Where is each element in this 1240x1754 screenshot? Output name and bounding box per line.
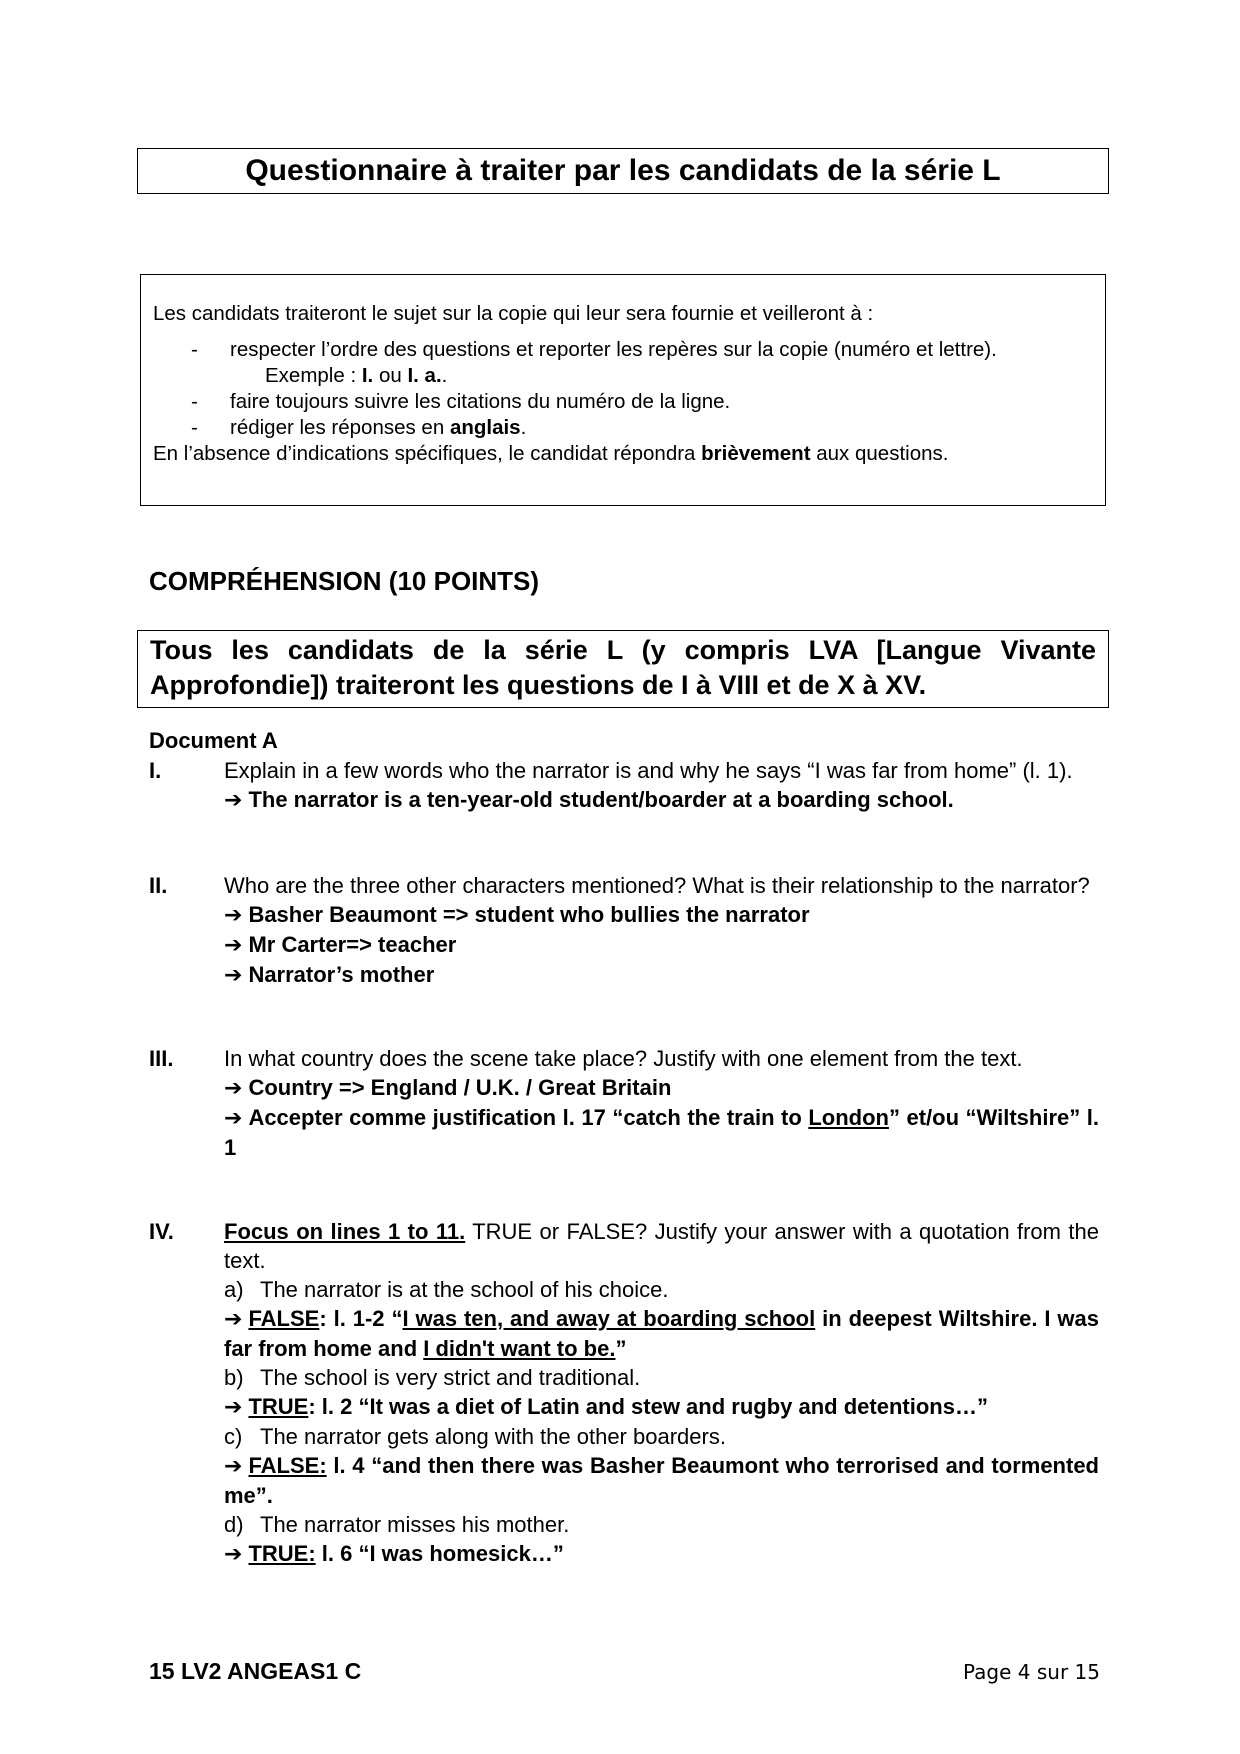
question-1 [149,756,1099,815]
arrow-icon: ➔ [224,1542,243,1567]
answer: ➔ Country => England / U.K. / Great Britain [224,1075,672,1101]
arrow-icon: ➔ [224,963,243,988]
arrow-icon: ➔ [224,1307,243,1332]
instruction-item: - faire toujours suivre les citations du numéro de la ligne. [191,390,731,413]
arrow-icon: ➔ [224,788,243,813]
notice-box [137,630,1109,708]
answer-c: ➔ FALSE: l. 4 “and then there was Basher Beaumont who terrorised and tormented me”. [224,1453,1099,1508]
answer-d: ➔ TRUE: l. 6 “I was homesick…” [224,1541,564,1567]
arrow-icon: ➔ [224,1454,243,1479]
answer: ➔ Basher Beaumont => student who bullies the narrator [224,902,810,928]
question-3 [149,1044,1099,1162]
answer-b: ➔ TRUE: l. 2 “It was a diet of Latin and stew and rugby and detentions…” [224,1394,988,1420]
question-2 [149,871,1099,990]
question-text: Who are the three other characters mentioned? What is their relationship to the narrator? [224,873,1090,898]
question-number: III. [149,1046,174,1071]
answer: ➔ The narrator is a ten-year-old student/boarder at a boarding school. [224,787,954,813]
document-label: Document A [149,728,278,753]
question-4 [149,1217,1099,1569]
sub-question-c: c) The narrator gets along with the other boarders. [224,1424,726,1449]
instructions-outro: En l’absence d’indications spécifiques, le candidat répondra brièvement aux questions. [153,442,949,465]
answer: ➔ Narrator’s mother [224,962,435,988]
section-heading: COMPRÉHENSION (10 POINTS) [149,566,540,596]
sub-question-a: a) The narrator is at the school of his choice. [224,1277,669,1302]
sub-question-d: d) The narrator misses his mother. [224,1512,570,1537]
instructions-box [140,274,1106,506]
answer: ➔ Accepter comme justification l. 17 “catch the train to London” et/ou “Wiltshire” l. 1 [224,1105,1099,1160]
arrow-icon: ➔ [224,933,243,958]
instruction-item: - rédiger les réponses en anglais. [191,416,527,439]
sub-question-b: b) The school is very strict and traditional. [224,1365,641,1390]
instructions-intro: Les candidats traiteront le sujet sur la copie qui leur sera fournie et veilleront à : [153,302,874,325]
footer-page-number: Page 4 sur 15 [963,1660,1100,1684]
answer-a: ➔ FALSE: l. 1-2 “I was ten, and away at boarding school in deepest Wiltshire. I was far from home and I didn't want to be.” [224,1306,1099,1361]
question-number: II. [149,873,168,898]
question-text: In what country does the scene take place? Justify with one element from the text. [224,1046,1023,1071]
instruction-item: - respecter l’ordre des questions et reporter les repères sur la copie (numéro et lettre). [191,338,997,361]
notice-text: Tous les candidats de la série L (y compris LVA [Langue Vivante Approfondie]) traiteront les questions de I à VIII et de X à XV. [150,635,1096,700]
instructions-list [153,337,1093,441]
question-number: I. [149,758,162,783]
arrow-icon: ➔ [224,1395,243,1420]
page-title [137,148,1109,194]
question-number: IV. [149,1219,174,1244]
arrow-icon: ➔ [224,903,243,928]
instruction-example: Exemple : I. ou I. a.. [265,364,448,387]
arrow-icon: ➔ [224,1076,243,1101]
page-title-text: Questionnaire à traiter par les candidats de la série L [245,154,1001,187]
answer: ➔ Mr Carter=> teacher [224,932,457,958]
question-text: Explain in a few words who the narrator is and why he says “I was far from home” (l. 1). [224,758,1073,783]
footer-exam-code: 15 LV2 ANGEAS1 C [149,1658,362,1684]
arrow-icon: ➔ [224,1106,243,1131]
question-text: Focus on lines 1 to 11. TRUE or FALSE? Justify your answer with a quotation from the text. [224,1219,1099,1273]
